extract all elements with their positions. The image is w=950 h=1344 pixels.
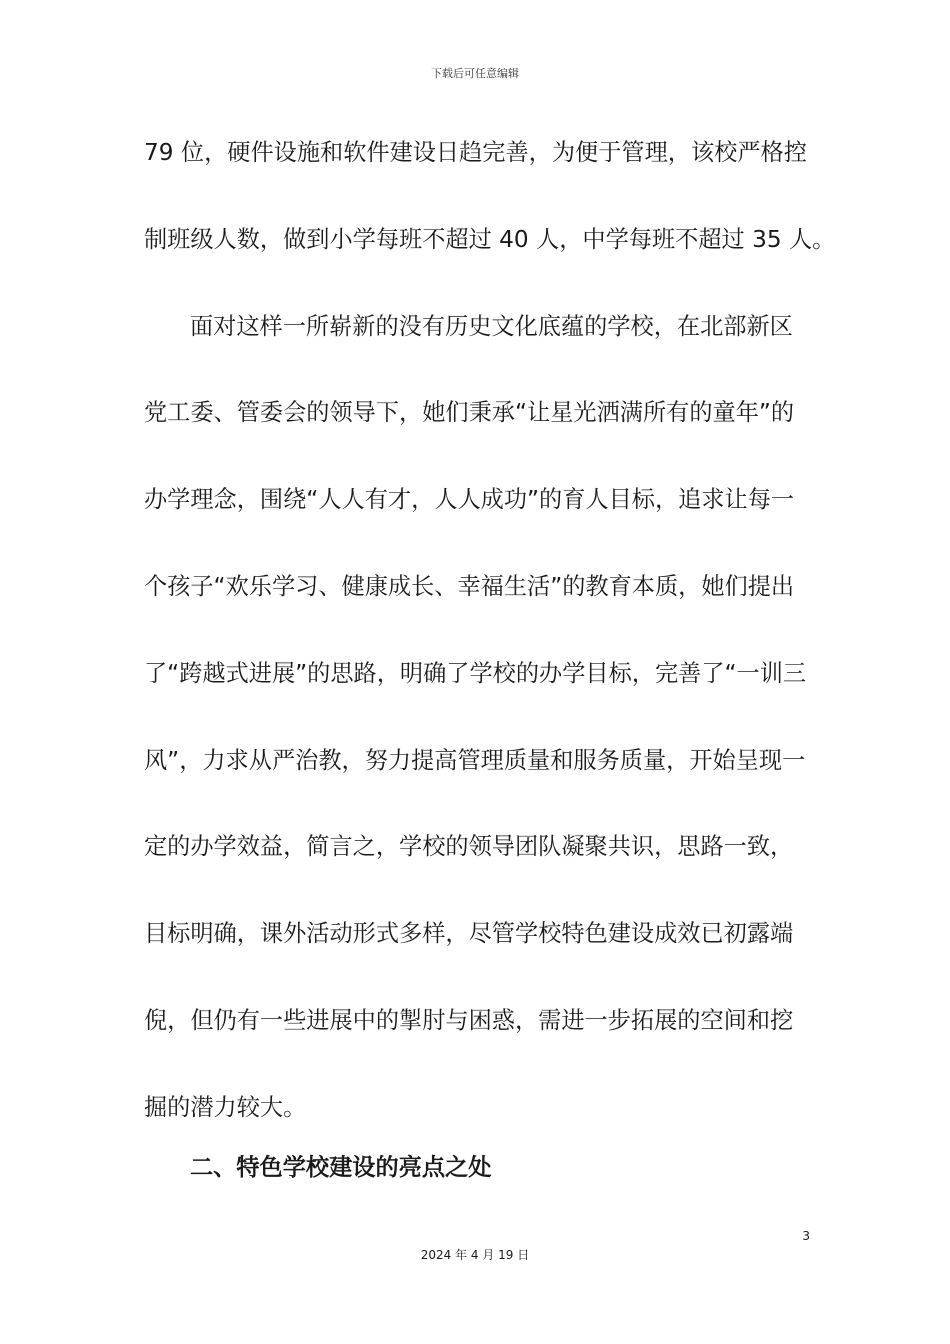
text-line: 制班级人数，做到小学每班不超过 40 人，中学每班不超过 35 人。 xyxy=(144,225,836,253)
text-line: 了“跨越式进展”的思路，明确了学校的办学目标，完善了“一训三 xyxy=(144,659,807,687)
text-line: 办学理念，围绕“人人有才，人人成功”的育人目标，追求让每一 xyxy=(144,486,795,514)
page-header-note: 下载后可任意编辑 xyxy=(431,67,519,80)
text-line: 目标明确，课外活动形式多样，尽管学校特色建设成效已初露端 xyxy=(144,920,794,948)
text-line: 定的办学效益，简言之，学校的领导团队凝聚共识，思路一致， xyxy=(144,833,794,861)
body-text xyxy=(144,128,836,1170)
text-line: 个孩子“欢乐学习、健康成长、幸福生活”的教育本质，她们提出 xyxy=(144,572,795,600)
section-heading: 二、特色学校建设的亮点之处 xyxy=(190,1154,492,1181)
text-line: 掘的潜力较大。 xyxy=(144,1093,307,1121)
text-line: 79 位，硬件设施和软件建设日趋完善，为便于管理，该校严格控 xyxy=(144,139,807,166)
text-line: 面对这样一所崭新的没有历史文化底蕴的学校，在北部新区 xyxy=(190,312,793,340)
text-line: 党工委、管委会的领导下，她们秉承“让星光洒满所有的童年”的 xyxy=(144,399,795,427)
text-line: 倪，但仍有一些进展中的掣肘与困惑，需进一步拓展的空间和挖 xyxy=(144,1006,794,1034)
text-line: 风”，力求从严治教，努力提高管理质量和服务质量，开始呈现一 xyxy=(144,746,806,774)
page-number: 3 xyxy=(802,1229,810,1243)
footer-date: 2024 年 4 月 19 日 xyxy=(420,1248,530,1262)
